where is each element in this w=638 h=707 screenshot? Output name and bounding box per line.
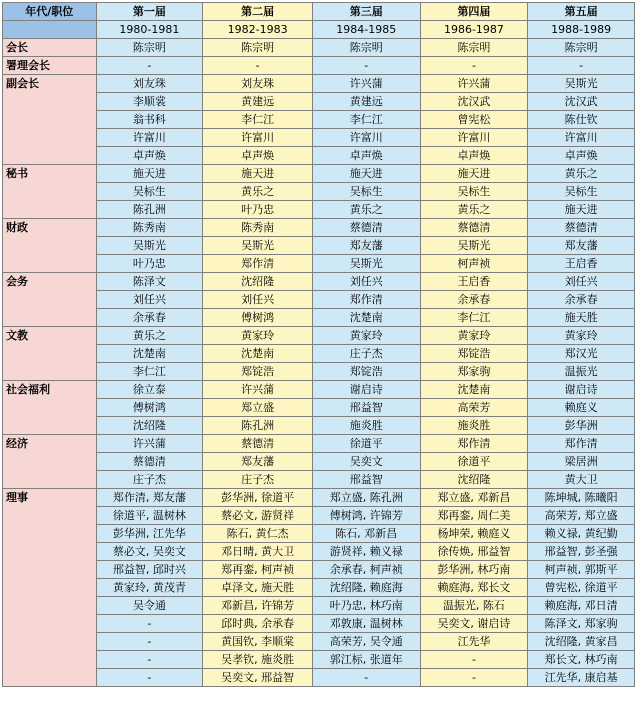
member-cell-term-5: 陈仕钦 <box>528 111 635 129</box>
role-label <box>3 309 97 327</box>
table-row <box>3 525 635 543</box>
role-label <box>3 399 97 417</box>
table-row <box>3 165 635 183</box>
member-cell-term-4: 曾宪松 <box>420 111 528 129</box>
member-cell-term-5: 黄大卫 <box>528 471 635 489</box>
member-cell-term-1: 陈秀南 <box>96 219 203 237</box>
committee-table-container <box>2 2 635 687</box>
member-cell-term-3: 叶乃忠, 林巧南 <box>312 597 420 615</box>
member-cell-term-3: - <box>312 57 420 75</box>
years-2: 1982-1983 <box>203 21 313 39</box>
member-cell-term-4: 吴奕文, 谢启诗 <box>420 615 528 633</box>
role-label <box>3 453 97 471</box>
member-cell-term-1: 郑作清, 郑友藩 <box>96 489 203 507</box>
role-label <box>3 417 97 435</box>
member-cell-term-1: 陈孔洲 <box>96 201 203 219</box>
term-header-4: 第四届 <box>420 3 528 21</box>
table-row <box>3 543 635 561</box>
member-cell-term-5: 沈汉武 <box>528 93 635 111</box>
member-cell-term-2: 郑再銮, 柯声祯 <box>203 561 313 579</box>
member-cell-term-2: 许富川 <box>203 129 313 147</box>
member-cell-term-4: 高荣芳 <box>420 399 528 417</box>
table-row <box>3 507 635 525</box>
table-row <box>3 327 635 345</box>
table-row <box>3 219 635 237</box>
member-cell-term-5: 黄家玲 <box>528 327 635 345</box>
role-label <box>3 129 97 147</box>
member-cell-term-2: 庄子杰 <box>203 471 313 489</box>
member-cell-term-4: - <box>420 651 528 669</box>
member-cell-term-2: 郑作清 <box>203 255 313 273</box>
member-cell-term-3: 谢启诗 <box>312 381 420 399</box>
member-cell-term-1: 施天进 <box>96 165 203 183</box>
member-cell-term-4: 王启香 <box>420 273 528 291</box>
member-cell-term-5: 蔡德清 <box>528 219 635 237</box>
table-row <box>3 75 635 93</box>
member-cell-term-5: 高荣芳, 郑立盛 <box>528 507 635 525</box>
member-cell-term-1: 吴标生 <box>96 183 203 201</box>
member-cell-term-1: 徐立泰 <box>96 381 203 399</box>
member-cell-term-1: 李顺裳 <box>96 93 203 111</box>
member-cell-term-3: 施天进 <box>312 165 420 183</box>
member-cell-term-3: 陈石, 邓新昌 <box>312 525 420 543</box>
member-cell-term-5: 谢启诗 <box>528 381 635 399</box>
member-cell-term-2: 邱时典, 余承春 <box>203 615 313 633</box>
member-cell-term-3: 黄建远 <box>312 93 420 111</box>
member-cell-term-4: 柯声祯 <box>420 255 528 273</box>
member-cell-term-4: 吴标生 <box>420 183 528 201</box>
member-cell-term-5: 余承春 <box>528 291 635 309</box>
member-cell-term-4: 郑家驹 <box>420 363 528 381</box>
member-cell-term-5: 郑汉光 <box>528 345 635 363</box>
member-cell-term-3: 郑作清 <box>312 291 420 309</box>
member-cell-term-1: - <box>96 669 203 687</box>
member-cell-term-3: 游贤祥, 赖义禄 <box>312 543 420 561</box>
member-cell-term-3: 施炎胜 <box>312 417 420 435</box>
member-cell-term-2: 施天进 <box>203 165 313 183</box>
role-column-header: 年代/职位 <box>3 3 97 21</box>
table-row <box>3 201 635 219</box>
member-cell-term-3: 郭江标, 张道年 <box>312 651 420 669</box>
member-cell-term-3: 庄子杰 <box>312 345 420 363</box>
member-cell-term-4: 郑再銮, 周仁美 <box>420 507 528 525</box>
years-header-row <box>3 21 635 39</box>
member-cell-term-4: 徐传焕, 邢益智 <box>420 543 528 561</box>
member-cell-term-2: 刘友珠 <box>203 75 313 93</box>
member-cell-term-5: 温振光 <box>528 363 635 381</box>
role-label <box>3 525 97 543</box>
member-cell-term-4: 许兴蒲 <box>420 75 528 93</box>
role-label: 财政 <box>3 219 97 237</box>
table-row <box>3 399 635 417</box>
member-cell-term-4: 温振光, 陈石 <box>420 597 528 615</box>
table-row <box>3 345 635 363</box>
member-cell-term-2: 许兴蒲 <box>203 381 313 399</box>
member-cell-term-2: 郑锭浩 <box>203 363 313 381</box>
member-cell-term-3: 黄乐之 <box>312 201 420 219</box>
member-cell-term-3: 蔡德清 <box>312 219 420 237</box>
member-cell-term-5: 陈泽文, 郑家驹 <box>528 615 635 633</box>
member-cell-term-2: 叶乃忠 <box>203 201 313 219</box>
member-cell-term-3: 卓声焕 <box>312 147 420 165</box>
term-header-1: 第一届 <box>96 3 203 21</box>
member-cell-term-3: 沈绍隆, 赖庭海 <box>312 579 420 597</box>
member-cell-term-1: 叶乃忠 <box>96 255 203 273</box>
member-cell-term-5: 曾宪松, 徐道平 <box>528 579 635 597</box>
member-cell-term-5: 柯声祯, 郭斯平 <box>528 561 635 579</box>
member-cell-term-4: 黄乐之 <box>420 201 528 219</box>
member-cell-term-1: 邢益智, 邱时兴 <box>96 561 203 579</box>
member-cell-term-4: 沈绍隆 <box>420 471 528 489</box>
role-label <box>3 633 97 651</box>
member-cell-term-2: - <box>203 57 313 75</box>
member-cell-term-5: 彭华洲 <box>528 417 635 435</box>
member-cell-term-4: 彭华洲, 林巧南 <box>420 561 528 579</box>
member-cell-term-1: - <box>96 615 203 633</box>
member-cell-term-2: 傅树鸿 <box>203 309 313 327</box>
role-label <box>3 669 97 687</box>
table-row <box>3 273 635 291</box>
member-cell-term-1: 庄子杰 <box>96 471 203 489</box>
member-cell-term-4: 徐道平 <box>420 453 528 471</box>
role-label <box>3 507 97 525</box>
role-label <box>3 615 97 633</box>
member-cell-term-3: 郑锭浩 <box>312 363 420 381</box>
member-cell-term-1: 黄家玲, 黄茂青 <box>96 579 203 597</box>
role-label <box>3 111 97 129</box>
table-row <box>3 435 635 453</box>
member-cell-term-5: 沈绍隆, 黄家昌 <box>528 633 635 651</box>
member-cell-term-1: 李仁江 <box>96 363 203 381</box>
member-cell-term-2: 黄家玲 <box>203 327 313 345</box>
role-label <box>3 561 97 579</box>
member-cell-term-2: 沈绍隆 <box>203 273 313 291</box>
member-cell-term-2: 蔡必文, 游贤祥 <box>203 507 313 525</box>
table-row <box>3 237 635 255</box>
table-row <box>3 111 635 129</box>
member-cell-term-5: 陈坤城, 陈曦阳 <box>528 489 635 507</box>
table-row <box>3 183 635 201</box>
member-cell-term-1: 沈楚南 <box>96 345 203 363</box>
table-row <box>3 129 635 147</box>
role-label: 署理会长 <box>3 57 97 75</box>
member-cell-term-5: 吴标生 <box>528 183 635 201</box>
member-cell-term-4: 卓声焕 <box>420 147 528 165</box>
member-cell-term-1: 翁书科 <box>96 111 203 129</box>
member-cell-term-1: 吴令通 <box>96 597 203 615</box>
member-cell-term-5: 刘任兴 <box>528 273 635 291</box>
member-cell-term-4: 沈汉武 <box>420 93 528 111</box>
member-cell-term-2: 吴斯光 <box>203 237 313 255</box>
member-cell-term-2: 蔡德清 <box>203 435 313 453</box>
member-cell-term-2: 郑立盛 <box>203 399 313 417</box>
member-cell-term-2: 卓泽文, 施天胜 <box>203 579 313 597</box>
member-cell-term-1: 卓声焕 <box>96 147 203 165</box>
member-cell-term-3: 郑友藩 <box>312 237 420 255</box>
member-cell-term-2: 卓声焕 <box>203 147 313 165</box>
member-cell-term-5: 施天进 <box>528 201 635 219</box>
member-cell-term-4: 沈楚南 <box>420 381 528 399</box>
member-cell-term-4: 许富川 <box>420 129 528 147</box>
table-row <box>3 255 635 273</box>
member-cell-term-4: - <box>420 669 528 687</box>
table-row <box>3 597 635 615</box>
member-cell-term-3: 高荣芳, 吴令通 <box>312 633 420 651</box>
member-cell-term-3: 邢益智 <box>312 399 420 417</box>
table-row <box>3 309 635 327</box>
member-cell-term-1: 沈绍隆 <box>96 417 203 435</box>
table-row <box>3 57 635 75</box>
member-cell-term-4: 江先华 <box>420 633 528 651</box>
role-label: 社会福利 <box>3 381 97 399</box>
member-cell-term-3: 许兴蒲 <box>312 75 420 93</box>
role-label <box>3 201 97 219</box>
member-cell-term-3: 邓敦康, 温树林 <box>312 615 420 633</box>
table-row <box>3 489 635 507</box>
member-cell-term-1: 刘任兴 <box>96 291 203 309</box>
table-row <box>3 579 635 597</box>
member-cell-term-4: 李仁江 <box>420 309 528 327</box>
member-cell-term-4: - <box>420 57 528 75</box>
table-row <box>3 147 635 165</box>
member-cell-term-4: 余承春 <box>420 291 528 309</box>
table-row <box>3 633 635 651</box>
member-cell-term-1: 陈泽文 <box>96 273 203 291</box>
member-cell-term-1: - <box>96 651 203 669</box>
member-cell-term-2: 吴奕文, 邢益智 <box>203 669 313 687</box>
member-cell-term-1: 余承春 <box>96 309 203 327</box>
member-cell-term-4: 蔡德清 <box>420 219 528 237</box>
member-cell-term-4: 施天进 <box>420 165 528 183</box>
role-label: 会长 <box>3 39 97 57</box>
member-cell-term-1: 陈宗明 <box>96 39 203 57</box>
term-header-2: 第二届 <box>203 3 313 21</box>
committee-table <box>2 2 635 687</box>
table-row <box>3 669 635 687</box>
member-cell-term-3: 郑立盛, 陈孔洲 <box>312 489 420 507</box>
member-cell-term-5: 郑长文, 林巧南 <box>528 651 635 669</box>
table-row <box>3 471 635 489</box>
member-cell-term-3: 吴奕文 <box>312 453 420 471</box>
member-cell-term-5: 陈宗明 <box>528 39 635 57</box>
member-cell-term-5: - <box>528 57 635 75</box>
member-cell-term-4: 郑作清 <box>420 435 528 453</box>
table-row <box>3 363 635 381</box>
member-cell-term-3: 徐道平 <box>312 435 420 453</box>
role-column-header-blank <box>3 21 97 39</box>
member-cell-term-3: 黄家玲 <box>312 327 420 345</box>
member-cell-term-3: 吴斯光 <box>312 255 420 273</box>
years-4: 1986-1987 <box>420 21 528 39</box>
member-cell-term-1: 蔡必文, 吴奕文 <box>96 543 203 561</box>
member-cell-term-2: 陈秀南 <box>203 219 313 237</box>
table-row <box>3 93 635 111</box>
member-cell-term-1: - <box>96 57 203 75</box>
member-cell-term-3: 许富川 <box>312 129 420 147</box>
member-cell-term-5: 许富川 <box>528 129 635 147</box>
member-cell-term-2: 黄建远 <box>203 93 313 111</box>
member-cell-term-4: 施炎胜 <box>420 417 528 435</box>
member-cell-term-3: 余承春, 柯声祯 <box>312 561 420 579</box>
member-cell-term-1: 刘友珠 <box>96 75 203 93</box>
role-label <box>3 651 97 669</box>
years-5: 1988-1989 <box>528 21 635 39</box>
member-cell-term-5: 郑友藩 <box>528 237 635 255</box>
term-header-row <box>3 3 635 21</box>
role-label: 文教 <box>3 327 97 345</box>
table-row <box>3 381 635 399</box>
role-label: 秘书 <box>3 165 97 183</box>
table-row <box>3 561 635 579</box>
member-cell-term-5: 吴斯光 <box>528 75 635 93</box>
member-cell-term-4: 郑锭浩 <box>420 345 528 363</box>
member-cell-term-5: 赖庭义 <box>528 399 635 417</box>
member-cell-term-4: 杨坤荣, 赖庭义 <box>420 525 528 543</box>
member-cell-term-5: 梁居洲 <box>528 453 635 471</box>
role-label <box>3 291 97 309</box>
member-cell-term-5: 赖庭海, 邓日清 <box>528 597 635 615</box>
years-1: 1980-1981 <box>96 21 203 39</box>
member-cell-term-2: 黄国钦, 李顺棠 <box>203 633 313 651</box>
member-cell-term-3: - <box>312 669 420 687</box>
member-cell-term-1: 彭华洲, 江先华 <box>96 525 203 543</box>
member-cell-term-4: 陈宗明 <box>420 39 528 57</box>
role-label: 经济 <box>3 435 97 453</box>
member-cell-term-2: 彭华洲, 徐道平 <box>203 489 313 507</box>
role-label <box>3 363 97 381</box>
role-label: 副会长 <box>3 75 97 93</box>
role-label <box>3 543 97 561</box>
role-label <box>3 471 97 489</box>
member-cell-term-4: 吴斯光 <box>420 237 528 255</box>
role-label <box>3 345 97 363</box>
role-label <box>3 597 97 615</box>
member-cell-term-2: 陈石, 黄仁杰 <box>203 525 313 543</box>
member-cell-term-2: 沈楚南 <box>203 345 313 363</box>
table-row <box>3 417 635 435</box>
role-label <box>3 579 97 597</box>
member-cell-term-5: 施天胜 <box>528 309 635 327</box>
member-cell-term-2: 郑友藩 <box>203 453 313 471</box>
years-3: 1984-1985 <box>312 21 420 39</box>
member-cell-term-2: 邓日晴, 黄大卫 <box>203 543 313 561</box>
member-cell-term-3: 吴标生 <box>312 183 420 201</box>
member-cell-term-3: 邢益智 <box>312 471 420 489</box>
member-cell-term-5: 邢益智, 彭圣强 <box>528 543 635 561</box>
role-label <box>3 237 97 255</box>
role-label: 会务 <box>3 273 97 291</box>
member-cell-term-1: 黄乐之 <box>96 327 203 345</box>
role-label: 理事 <box>3 489 97 507</box>
member-cell-term-2: 陈宗明 <box>203 39 313 57</box>
member-cell-term-1: 许富川 <box>96 129 203 147</box>
member-cell-term-1: 吴斯光 <box>96 237 203 255</box>
member-cell-term-3: 刘任兴 <box>312 273 420 291</box>
term-header-3: 第三届 <box>312 3 420 21</box>
member-cell-term-1: 徐道平, 温树林 <box>96 507 203 525</box>
member-cell-term-2: 李仁江 <box>203 111 313 129</box>
member-cell-term-1: 蔡德清 <box>96 453 203 471</box>
member-cell-term-1: 许兴蒲 <box>96 435 203 453</box>
member-cell-term-1: - <box>96 633 203 651</box>
member-cell-term-5: 卓声焕 <box>528 147 635 165</box>
member-cell-term-5: 赖义禄, 黄纪勤 <box>528 525 635 543</box>
table-row <box>3 39 635 57</box>
member-cell-term-3: 陈宗明 <box>312 39 420 57</box>
table-row <box>3 651 635 669</box>
member-cell-term-2: 吴孝钦, 施炎胜 <box>203 651 313 669</box>
member-cell-term-2: 黄乐之 <box>203 183 313 201</box>
member-cell-term-5: 江先华, 康启基 <box>528 669 635 687</box>
member-cell-term-5: 郑作清 <box>528 435 635 453</box>
table-row <box>3 453 635 471</box>
member-cell-term-4: 郑立盛, 邓新昌 <box>420 489 528 507</box>
table-body <box>3 39 635 687</box>
member-cell-term-4: 赖庭海, 郑长文 <box>420 579 528 597</box>
table-row <box>3 615 635 633</box>
member-cell-term-2: 刘任兴 <box>203 291 313 309</box>
member-cell-term-3: 沈楚南 <box>312 309 420 327</box>
member-cell-term-5: 黄乐之 <box>528 165 635 183</box>
table-row <box>3 291 635 309</box>
role-label <box>3 147 97 165</box>
member-cell-term-3: 李仁江 <box>312 111 420 129</box>
role-label <box>3 255 97 273</box>
role-label <box>3 183 97 201</box>
member-cell-term-1: 傅树鸿 <box>96 399 203 417</box>
role-label <box>3 93 97 111</box>
term-header-5: 第五届 <box>528 3 635 21</box>
member-cell-term-4: 黄家玲 <box>420 327 528 345</box>
member-cell-term-2: 邓新昌, 许锦芳 <box>203 597 313 615</box>
member-cell-term-2: 陈孔洲 <box>203 417 313 435</box>
member-cell-term-5: 王启香 <box>528 255 635 273</box>
member-cell-term-3: 傅树鸿, 许锦芳 <box>312 507 420 525</box>
